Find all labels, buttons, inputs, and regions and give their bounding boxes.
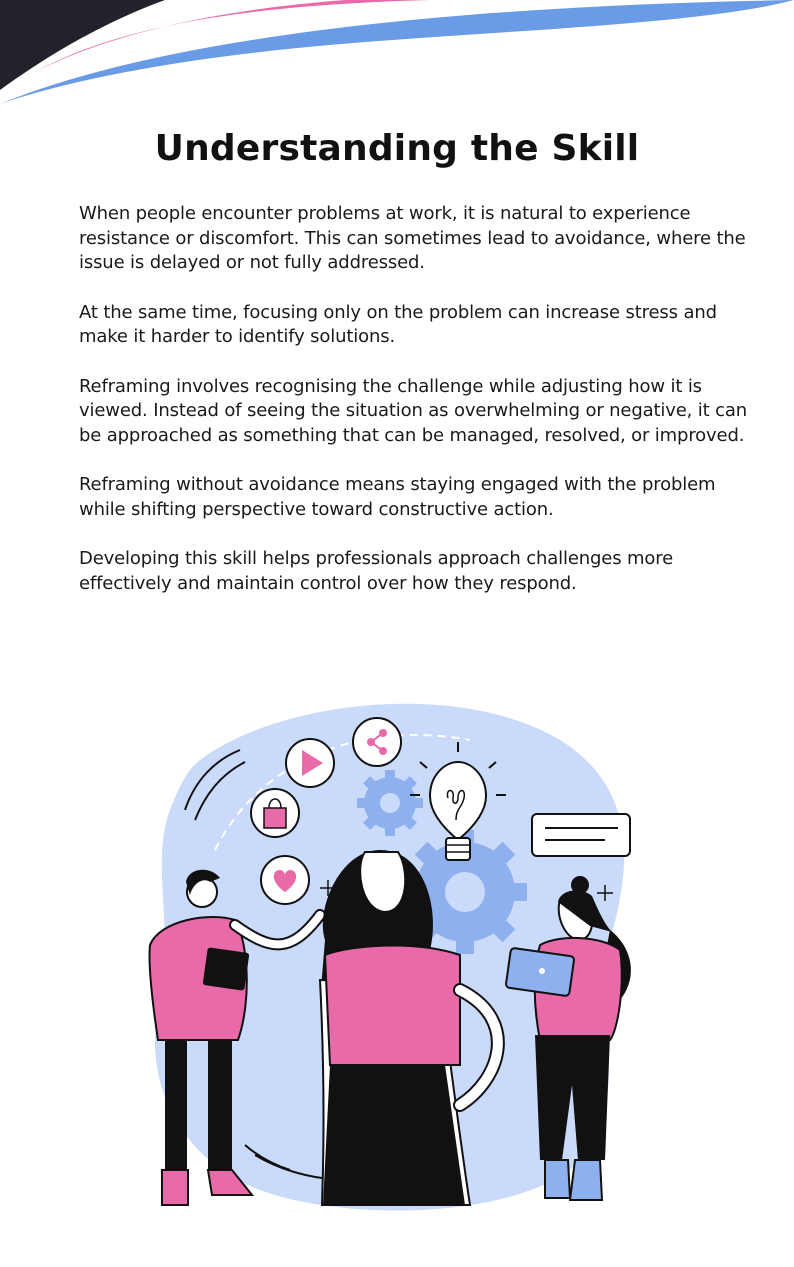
play-bubble [286, 739, 334, 787]
body-text [79, 202, 759, 621]
header-swoosh-decoration [0, 0, 794, 120]
text-card-icon [532, 814, 630, 856]
share-bubble [353, 718, 401, 766]
heart-bubble [261, 856, 309, 904]
paragraph-4: Reframing without avoidance means staying engaged with the problem while shifting perspective toward constructive action. [79, 474, 716, 520]
paragraph-2: At the same time, focusing only on the problem can increase stress and make it harder to identify solutions. [79, 301, 717, 348]
paragraph-5: Developing this skill helps professionals approach challenges more effectively and maintain control over how they respond. [79, 548, 674, 594]
page-title: Understanding the Skill [154, 128, 640, 169]
paragraph-1: When people encounter problems at work, it is natural to experience resistance or discomfort. This can sometimes lead to avoidance, where the issue is delayed or not fully addressed. [79, 203, 746, 274]
paragraph-3: Reframing involves recognising the challenge while adjusting how it is viewed. Instead of seeing the situation as overwhelming or negative, it can be approached as something that can be managed, resolved, or improved. [79, 375, 748, 446]
shopping-bag-bubble [251, 789, 299, 837]
small-gear-icon [357, 770, 423, 836]
team-illustration [140, 700, 660, 1220]
